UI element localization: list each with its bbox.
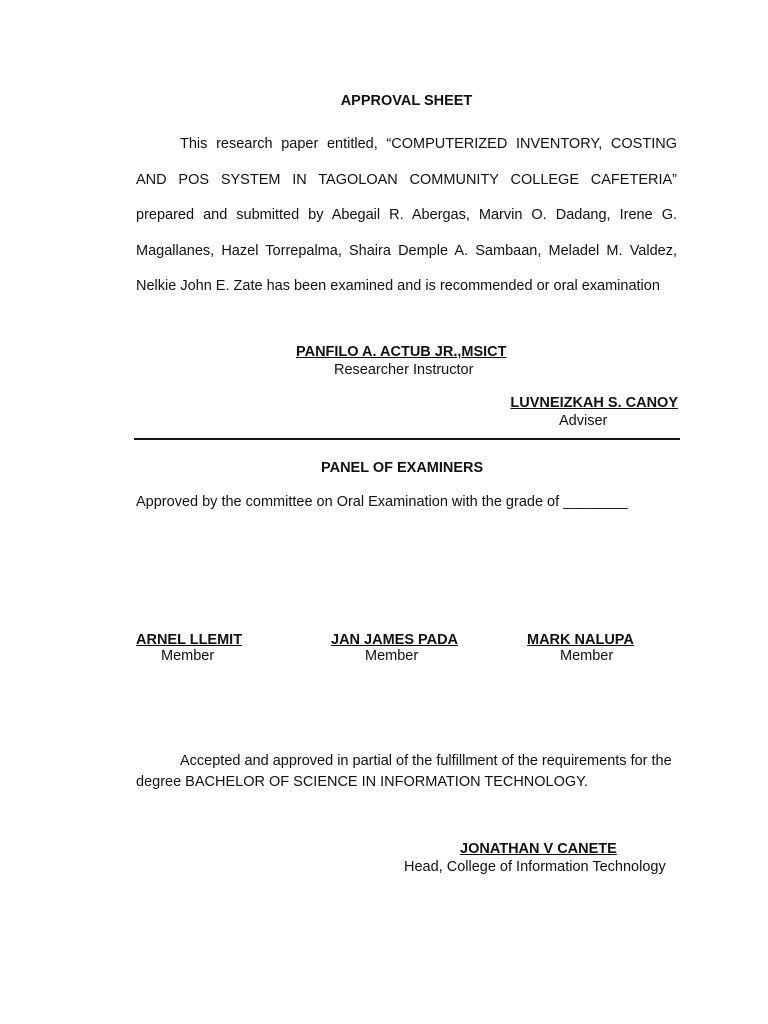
head-role: Head, College of Information Technology [404,859,666,875]
intro-paragraph [136,127,677,305]
member-name: JAN JAMES PADA [331,632,459,648]
instructor-role: Researcher Instructor [334,362,474,378]
panel-member-2 [331,632,481,664]
member-name: MARK NALUPA [527,632,634,648]
acceptance-text: Accepted and approved in partial of the fulfillment of the requirements for the degree BACHELOR OF SCIENCE IN INFORMATION TECHNOLOGY. [136,753,672,790]
document-title: APPROVAL SHEET [340,93,473,109]
panel-heading: PANEL OF EXAMINERS [321,460,484,476]
member-name: ARNEL LLEMIT [136,632,243,648]
panel-member-1 [136,632,286,664]
approval-line: Approved by the committee on Oral Examination with the grade of ________ [136,494,628,510]
panel-member-3 [527,632,677,664]
member-role: Member [560,648,614,664]
member-role: Member [161,648,215,664]
instructor-name: PANFILO A. ACTUB JR.,MSICT [296,344,507,360]
adviser-name: LUVNEIZKAH S. CANOY [510,395,678,411]
intro-text: This research paper entitled, “COMPUTERIZED INVENTORY, COSTING AND POS SYSTEM IN TAGOLOAN COMMUNITY COLLEGE CAFETERIA” prepared and submitted by Abegail R. Abergas, Marvin O. Dadang, Irene G. Magallanes, Hazel Torrepalma, Shaira Demple A. Sambaan, Meladel M. Valdez, Nelkie John E. Zate has been examined and is recommended or oral examination [136,136,677,294]
member-role: Member [365,648,419,664]
adviser-role: Adviser [559,413,608,429]
head-name: JONATHAN V CANETE [460,841,617,857]
acceptance-paragraph [136,751,681,793]
section-divider [134,438,680,440]
